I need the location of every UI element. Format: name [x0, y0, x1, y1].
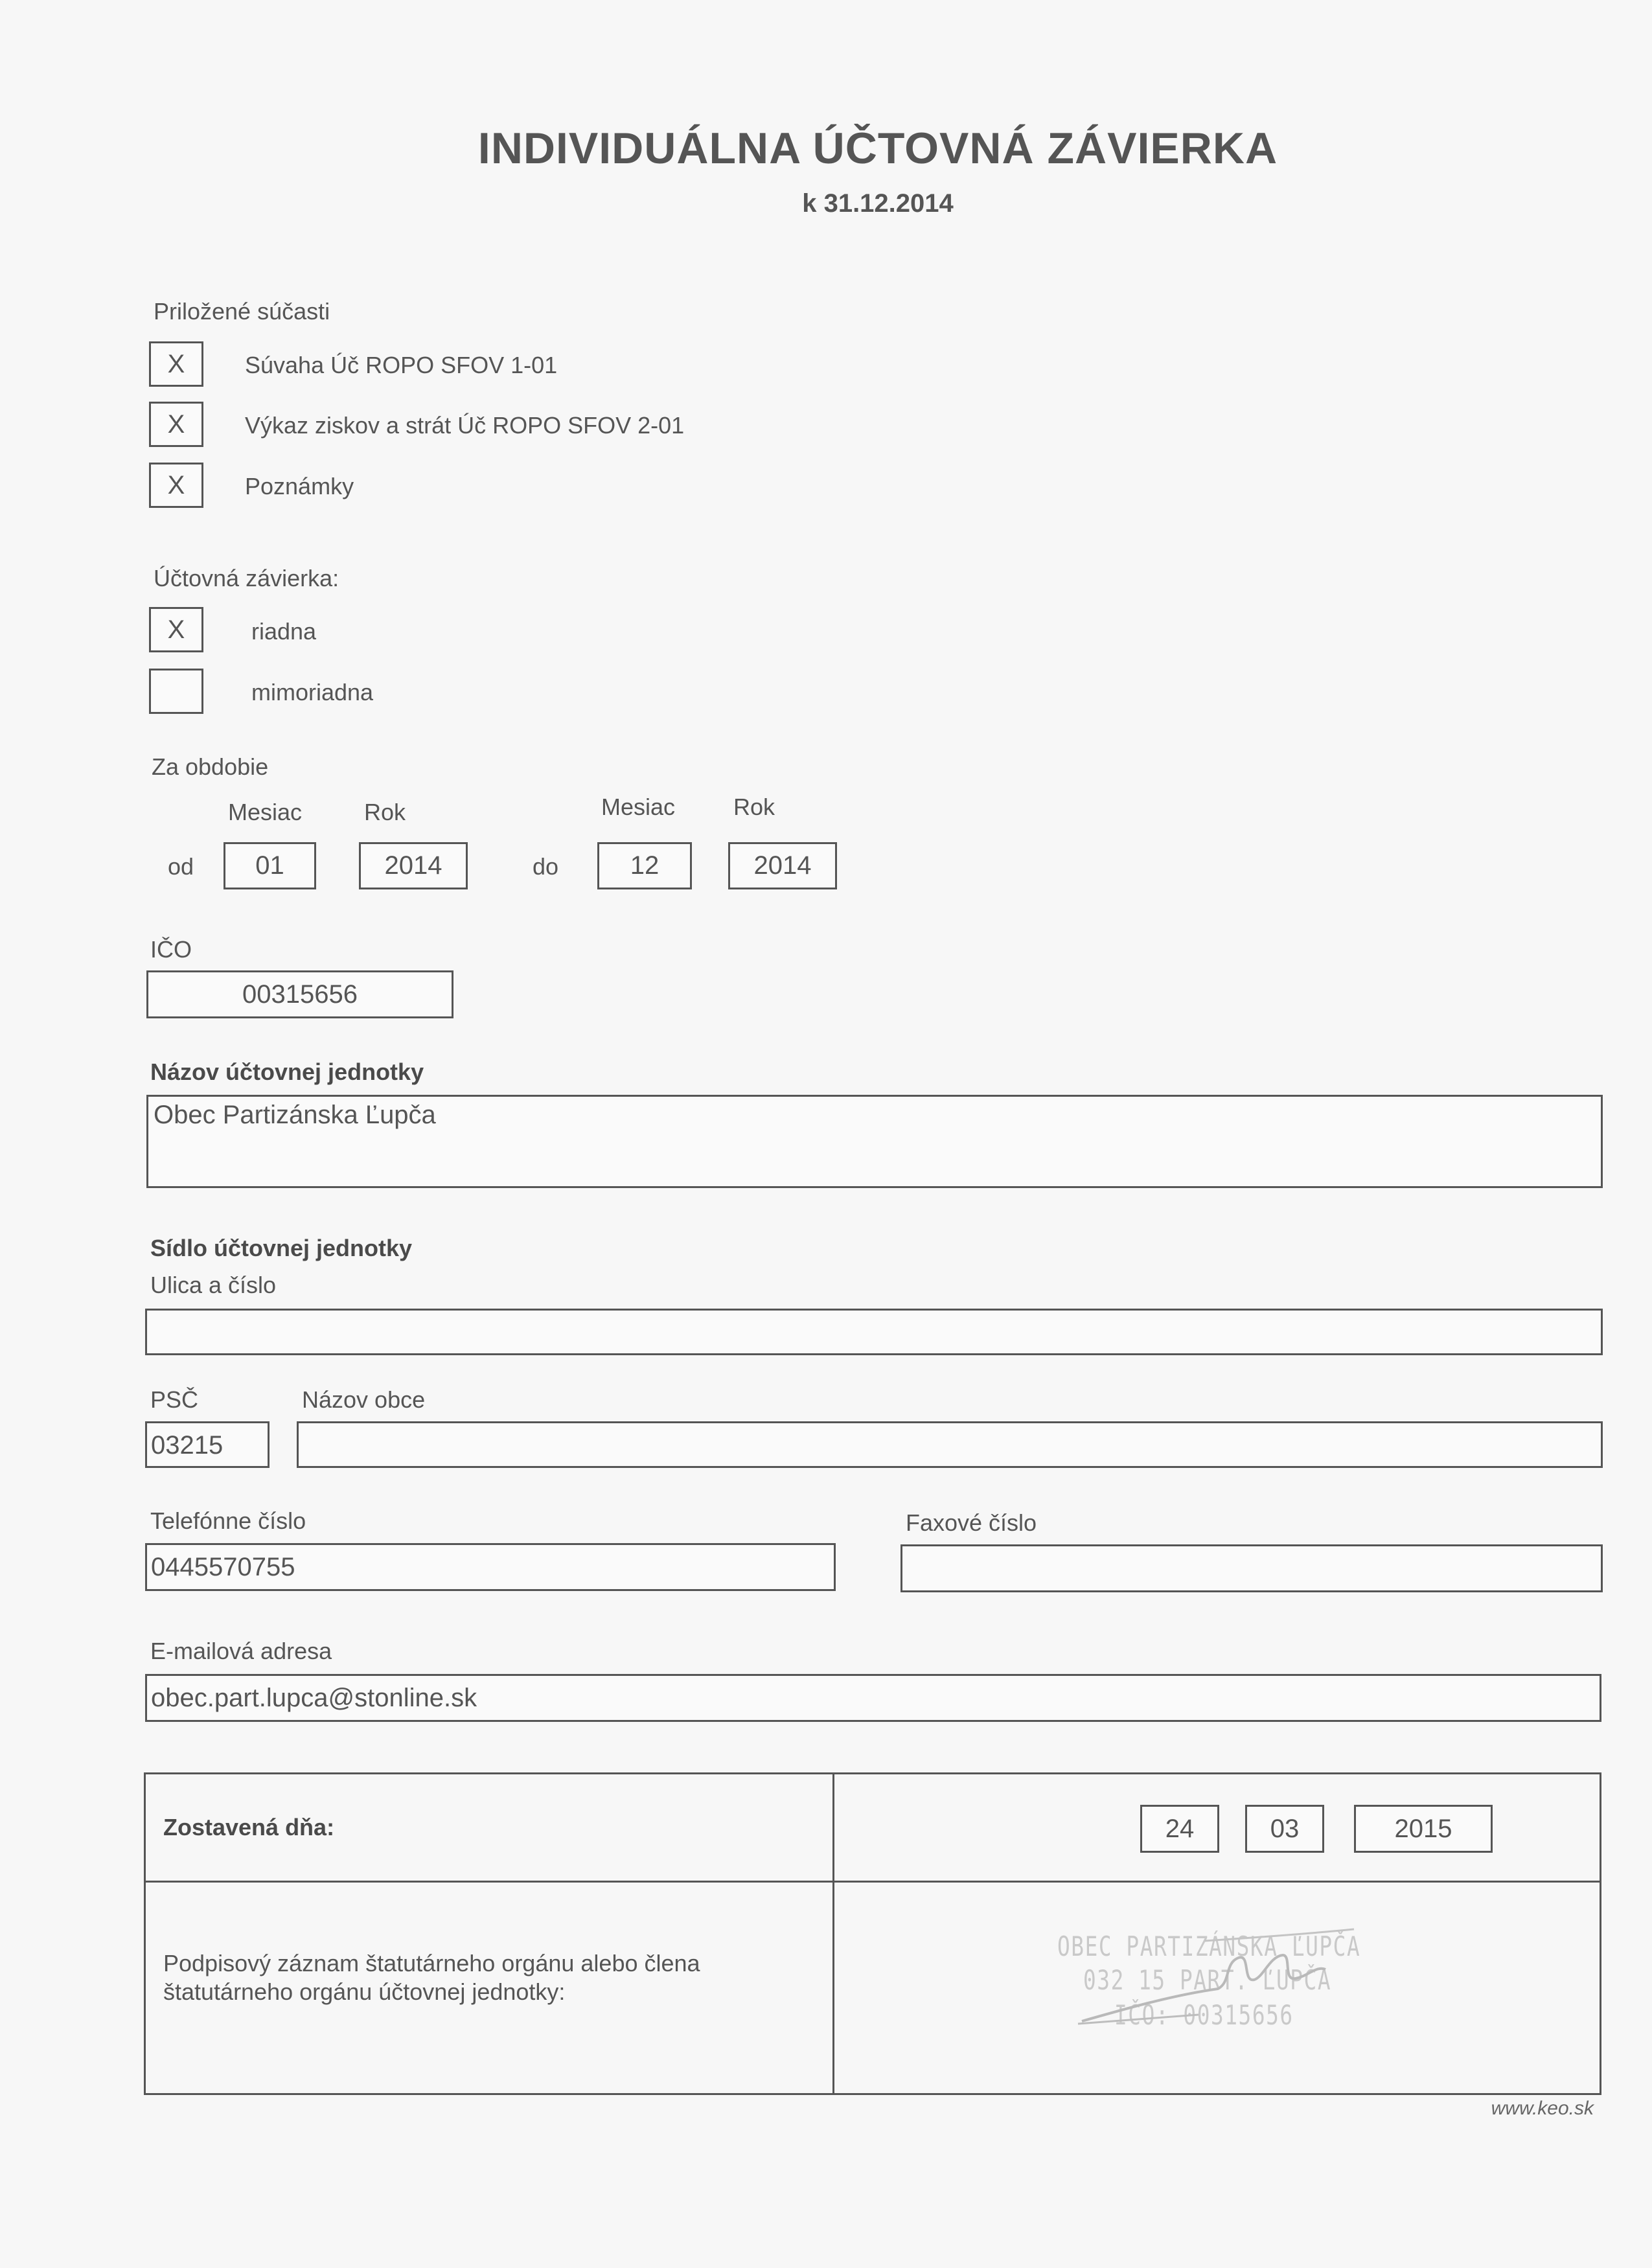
street-label: Ulica a číslo: [150, 1272, 277, 1298]
period-label: Za obdobie: [152, 753, 269, 780]
to-year-field[interactable]: 2014: [728, 842, 837, 889]
ico-label: IČO: [150, 936, 192, 963]
regular-checkbox[interactable]: X: [149, 607, 203, 652]
to-month-label: Mesiac: [601, 794, 676, 820]
compiled-month-field[interactable]: 03: [1245, 1805, 1324, 1853]
phone-field[interactable]: [145, 1543, 836, 1591]
from-month-label: Mesiac: [228, 799, 303, 825]
fax-label: Faxové číslo: [906, 1509, 1037, 1536]
stamp-line3: IČO: 00315656: [1114, 1999, 1294, 2031]
signature-label-line2: štatutárneho orgánu účtovnej jednotky:: [163, 1978, 566, 2005]
city-field[interactable]: [297, 1421, 1603, 1468]
component-checkbox-balance[interactable]: X: [149, 341, 203, 387]
from-month-field[interactable]: 01: [224, 842, 316, 889]
email-value: obec.part.lupca@stonline.sk: [151, 1684, 477, 1712]
component-checkbox-notes[interactable]: X: [149, 463, 203, 508]
entity-name-field[interactable]: [146, 1095, 1603, 1188]
extraordinary-label: mimoriadna: [251, 679, 374, 705]
from-label: od: [168, 853, 194, 880]
handwritten-signature: [1069, 1918, 1367, 2041]
ico-field[interactable]: 00315656: [146, 970, 453, 1018]
from-year-field[interactable]: 2014: [359, 842, 468, 889]
component-checkbox-income[interactable]: X: [149, 402, 203, 447]
city-label: Názov obce: [302, 1386, 426, 1413]
email-field[interactable]: [145, 1674, 1601, 1722]
table-vertical-divider: [832, 1774, 834, 2093]
psc-field[interactable]: [145, 1421, 270, 1468]
entity-name-label: Názov účtovnej jednotky: [150, 1059, 424, 1085]
regular-label: riadna: [251, 618, 317, 645]
psc-label: PSČ: [150, 1386, 199, 1413]
document-date: k 31.12.2014: [802, 189, 954, 218]
stamp-line1: OBEC PARTIZÁNSKA ĽUPČA: [1057, 1930, 1361, 1962]
footer-website: www.keo.sk: [1491, 2098, 1594, 2119]
street-field[interactable]: [145, 1309, 1603, 1355]
components-label: Priložené súčasti: [154, 298, 330, 325]
fax-field[interactable]: [901, 1544, 1603, 1592]
phone-value: 0445570755: [151, 1553, 295, 1581]
phone-label: Telefónne číslo: [150, 1507, 306, 1534]
psc-value: 03215: [151, 1431, 224, 1460]
from-year-label: Rok: [364, 799, 406, 825]
extraordinary-checkbox[interactable]: [149, 669, 203, 714]
to-month-field[interactable]: 12: [597, 842, 692, 889]
document-title: INDIVIDUÁLNA ÚČTOVNÁ ZÁVIERKA: [477, 124, 1278, 173]
component-label-notes: Poznámky: [245, 473, 354, 499]
compiled-day-field[interactable]: 24: [1140, 1805, 1219, 1853]
stamp-line2: 032 15 PART. ĽUPČA: [1083, 1964, 1332, 1996]
compiled-label: Zostavená dňa:: [163, 1814, 335, 1840]
entity-name-value: Obec Partizánska Ľupča: [154, 1101, 436, 1129]
to-label: do: [533, 853, 559, 880]
compiled-year-field[interactable]: 2015: [1354, 1805, 1493, 1853]
component-label-balance: Súvaha Úč ROPO SFOV 1-01: [245, 352, 558, 378]
component-label-income: Výkaz ziskov a strát Úč ROPO SFOV 2-01: [245, 412, 685, 439]
seat-label: Sídlo účtovnej jednotky: [150, 1235, 413, 1261]
to-year-label: Rok: [733, 794, 775, 820]
email-label: E-mailová adresa: [150, 1638, 332, 1664]
statement-type-label: Účtovná závierka:: [154, 565, 339, 591]
table-horizontal-divider: [146, 1881, 1600, 1883]
signature-label-line1: Podpisový záznam štatutárneho orgánu alebo člena: [163, 1950, 700, 1976]
